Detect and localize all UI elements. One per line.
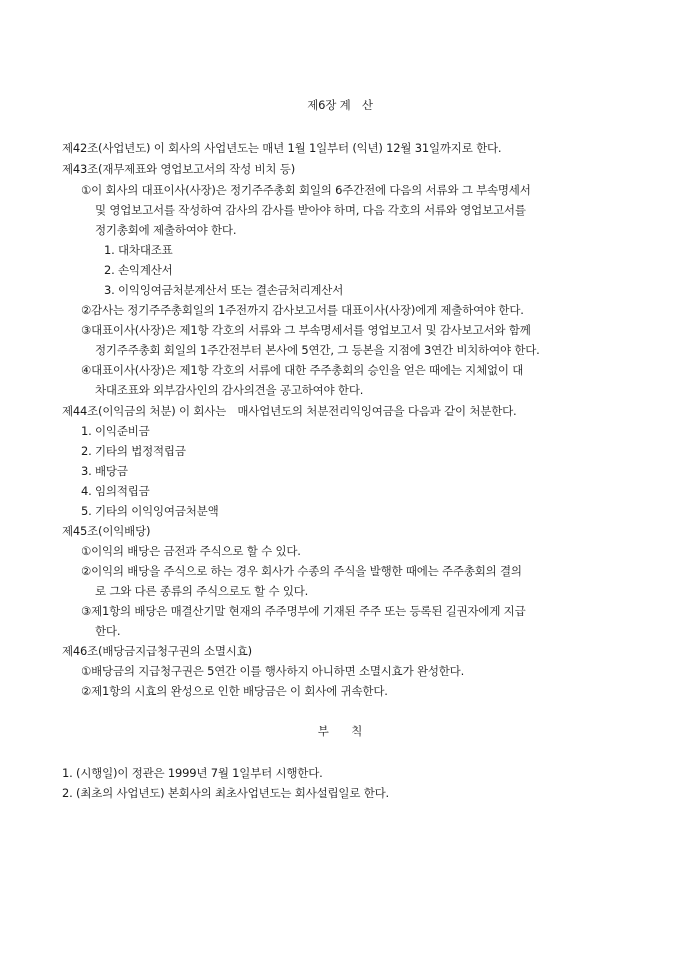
article-45-paragraph-1: ①이익의 배당은 금전과 주식으로 할 수 있다. xyxy=(81,544,301,558)
list-item: 1. 대차대조표 xyxy=(104,243,173,257)
article-43-paragraph-2: ②감사는 정기주주총회일의 1주전까지 감사보고서를 대표이사(사장)에게 제출하여야 한다. xyxy=(81,303,524,317)
article-43-paragraph-3: ③대표이사(사장)은 제1항 각호의 서류와 그 부속명세서를 영업보고서 및 감사보고서와 함께 xyxy=(81,323,531,337)
list-item: 5. 기타의 이익잉여금처분액 xyxy=(81,504,219,518)
article-46-paragraph-1: ①배당금의 지급청구권은 5연간 이를 행사하지 아니하면 소멸시효가 완성한다. xyxy=(81,664,465,678)
chapter-title: 제6장 계 산 xyxy=(307,98,373,112)
list-item: 1. 이익준비금 xyxy=(81,424,150,438)
article-43-paragraph-1: ①이 회사의 대표이사(사장)은 정기주주총회 회일의 6주간전에 다음의 서류와 그 부속명세서 xyxy=(81,183,531,197)
list-item: 2. 손익계산서 xyxy=(104,263,173,277)
list-item: 4. 임의적립금 xyxy=(81,484,150,498)
supplementary-item: 1. (시행일)이 정관은 1999년 7월 1일부터 시행한다. xyxy=(62,766,323,780)
article-45-paragraph-2: ②이익의 배당을 주식으로 하는 경우 회사가 수종의 주식을 발행한 때에는 주주총회의 결의 xyxy=(81,564,522,578)
list-item: 2. 기타의 법정적립금 xyxy=(81,444,186,458)
article-45-paragraph-3: ③제1항의 배당은 매결산기말 현재의 주주명부에 기재된 주주 또는 등록된 길권자에게 지급 xyxy=(81,604,526,618)
article-45-paragraph-3-cont: 한다. xyxy=(95,624,121,638)
article-43-paragraph-1-cont: 및 영업보고서를 작성하여 감사의 감사를 받아야 하며, 다음 각호의 서류와 영업보고서를 xyxy=(95,203,526,217)
article-43-paragraph-3-cont: 정기주주총회 회일의 1주간전부터 본사에 5연간, 그 등본을 지점에 3연간 비치하여야 한다. xyxy=(95,343,540,357)
article-46-heading: 제46조(배당금지급청구권의 소멸시효) xyxy=(62,644,252,658)
article-45-heading: 제45조(이익배당) xyxy=(62,524,151,538)
article-43-paragraph-4: ④대표이사(사장)은 제1항 각호의 서류에 대한 주주총회의 승인을 얻은 때에는 지체없이 대 xyxy=(81,363,524,377)
supplementary-item: 2. (최초의 사업년도) 본회사의 최초사업년도는 회사설립일로 한다. xyxy=(62,786,389,800)
article-43-paragraph-1-cont: 정기총회에 제출하여야 한다. xyxy=(95,223,237,237)
article-46-paragraph-2: ②제1항의 시효의 완성으로 인한 배당금은 이 회사에 귀속한다. xyxy=(81,684,388,698)
article-44-heading: 제44조(이익금의 처분) 이 회사는 매사업년도의 처분전리익잉여금을 다음과 같이 처분한다. xyxy=(62,404,517,418)
article-43-paragraph-4-cont: 차대조표와 외부감사인의 감사의견을 공고하여야 한다. xyxy=(95,383,364,397)
article-42: 제42조(사업년도) 이 회사의 사업년도는 매년 1월 1일부터 (익년) 12월 31일까지로 한다. xyxy=(62,141,502,155)
supplementary-title: 부 칙 xyxy=(317,724,363,738)
article-43-heading: 제43조(재무제표와 영업보고서의 작성 비치 등) xyxy=(62,162,295,176)
list-item: 3. 배당금 xyxy=(81,464,128,478)
list-item: 3. 이익잉여금처분계산서 또는 결손금처리계산서 xyxy=(104,283,344,297)
article-45-paragraph-2-cont: 로 그와 다른 종류의 주식으로도 할 수 있다. xyxy=(95,584,309,598)
